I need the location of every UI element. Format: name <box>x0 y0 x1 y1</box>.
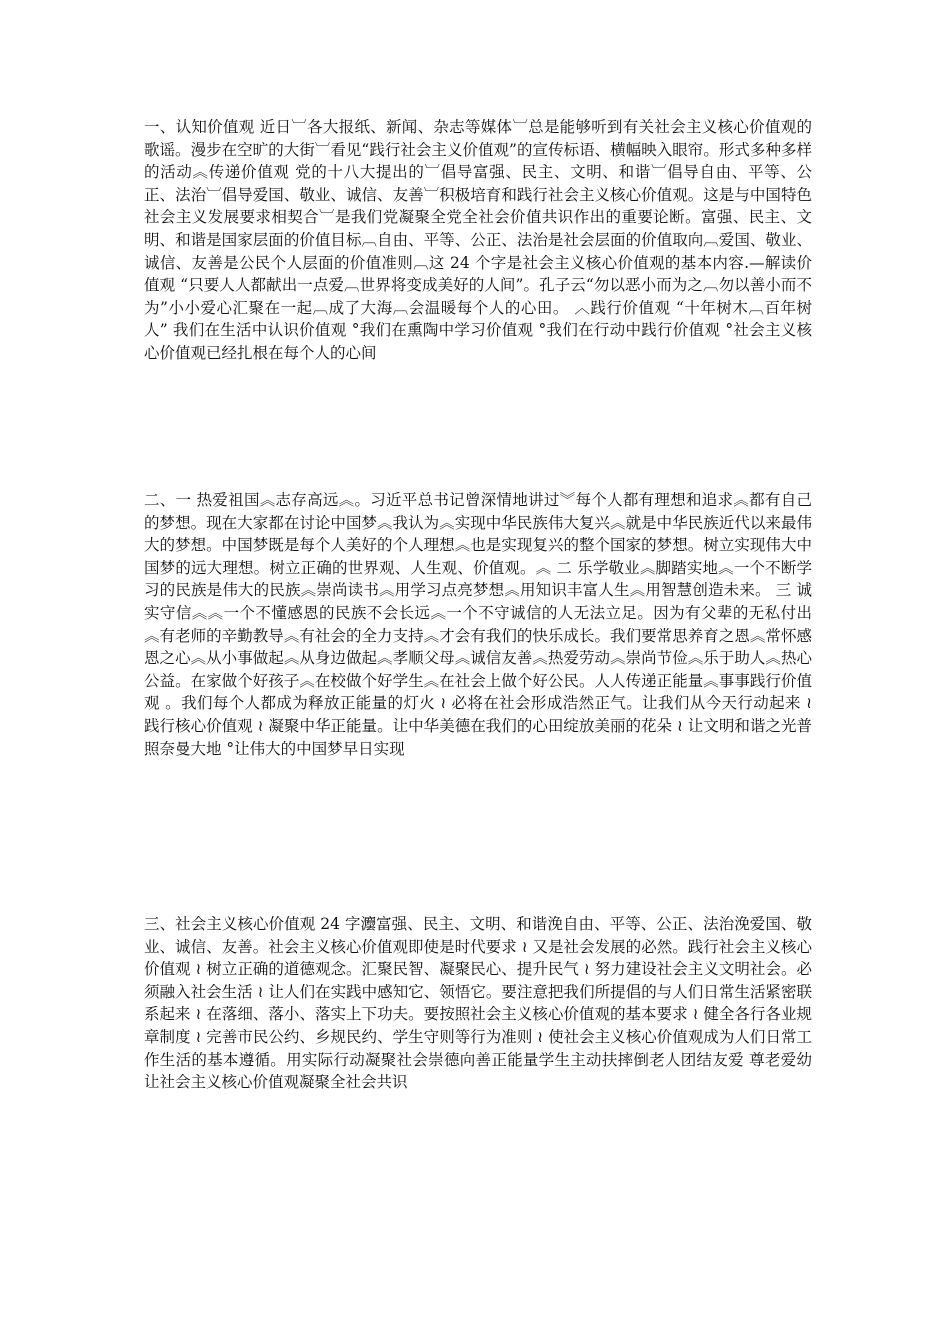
paragraph-3: 三、社会主义核心价值观 24 字灋富强、民主、文明、和谐浼自由、平等、公正、法治浼爱国、敬业、诚信、友善。社会主义核心价值观即使是时代要求 ≀ 又是社会发展的必然。践行社会主义核心价值观 ≀ 树立正确的道德观念。汇聚民智、凝聚民心、提升民气 ≀ 努力建设社会主义文明社会。必须融入社会生活 ≀ 让人们在实践中感知它、领悟它。要注意把我们所提倡的与人们日常生活紧密联系起来 ≀ 在落细、落小、落实上下功夫。要按照社会主义核心价值观的基本要求 ≀ 健全各行各业规章制度 ≀ 完善市民公约、乡规民约、学生守则等行为准则 ≀ 使社会主义核心价值观成为人们日常工作生活的基本遵循。用实际行动凝聚社会崇德向善正能量学生主动扶摔倒老人团结友爱 尊老爱幼让社会主义核心价值观凝聚全社会共识 <box>144 915 812 1092</box>
paragraph-1: 一、认知价值观 近日︺各大报纸、新闻、杂志等媒体︺总是能够听到有关社会主义核心价值观的歌谣。漫步在空旷的大街︺看见“践行社会主义价值观”的宣传标语、横幅映入眼帘。形式多种多样的活动︽传递价值观 党的十八大提出的︺倡导富强、民主、文明、和谐︺倡导自由、平等、公正、法治︺倡导爱国、敬业、诚信、友善︺积极培育和践行社会主义核心价值观。这是与中国特色社会主义发展要求相契合︺是我们党凝聚全党全社会价值共识作出的重要论断。富强、民主、文明、和谐是国家层面的价值目标︹自由、平等、公正、法治是社会层面的价值取向︹爱国、敬业、诚信、友善是公民个人层面的价值准则︹这 24 个字是社会主义核心价值观的基本内容.—解读价值观 “只要人人都献出一点爱︹世界将变成美好的人间”。孔子云“勿以恶小而为之︹勿以善小而不为”小小爱心汇聚在一起︹成了大海︹会温暖每个人的心田。 ︿践行价值观 “十年树木︹百年树人” 我们在生活中认识价值观 °我们在熏陶中学习价值观 °我们在行动中践行价值观 °社会主义核心价值观已经扎根在每个人的心间 <box>144 118 812 362</box>
paragraph-2: 二、一 热爱祖国︽志存高远︽。习近平总书记曾深情地讲过︾每个人都有理想和追求︽都有自己的梦想。现在大家都在讨论中国梦︽我认为︽实现中华民族伟大复兴︽就是中华民族近代以来最伟大的梦想。中国梦既是每个人美好的个人理想︽也是实现复兴的整个国家的梦想。树立实现伟大中国梦的远大理想。树立正确的世界观、人生观、价值观。︽ 二 乐学敬业︽脚踏实地︽一个不断学习的民族是伟大的民族︽崇尚读书︽用学习点亮梦想︽用知识丰富人生︽用智慧创造未来。 三 诚实守信︽︽一个不懂感恩的民族不会长远︽一个不守诚信的人无法立足。因为有父辈的无私付出︽有老师的辛勤教导︽有社会的全力支持︽才会有我们的快乐成长。我们要常思养育之恩︽常怀感恩之心︽从小事做起︽从身边做起︽孝顺父母︽诚信友善︽热爱劳动︽崇尚节俭︽乐于助人︽热心公益。在家做个好孩子︽在校做个好学生︽在社会上做个好公民。人人传递正能量︽事事践行价值观 。我们每个人都成为释放正能量的灯火 ≀ 必将在社会形成浩然正气。让我们从今天行动起来 ≀ 践行核心价值观 ≀ 凝聚中华正能量。让中华美德在我们的心田绽放美丽的花朵 ≀ 让文明和谐之光普照奈曼大地 °让伟大的中国梦早日实现 <box>144 491 812 758</box>
